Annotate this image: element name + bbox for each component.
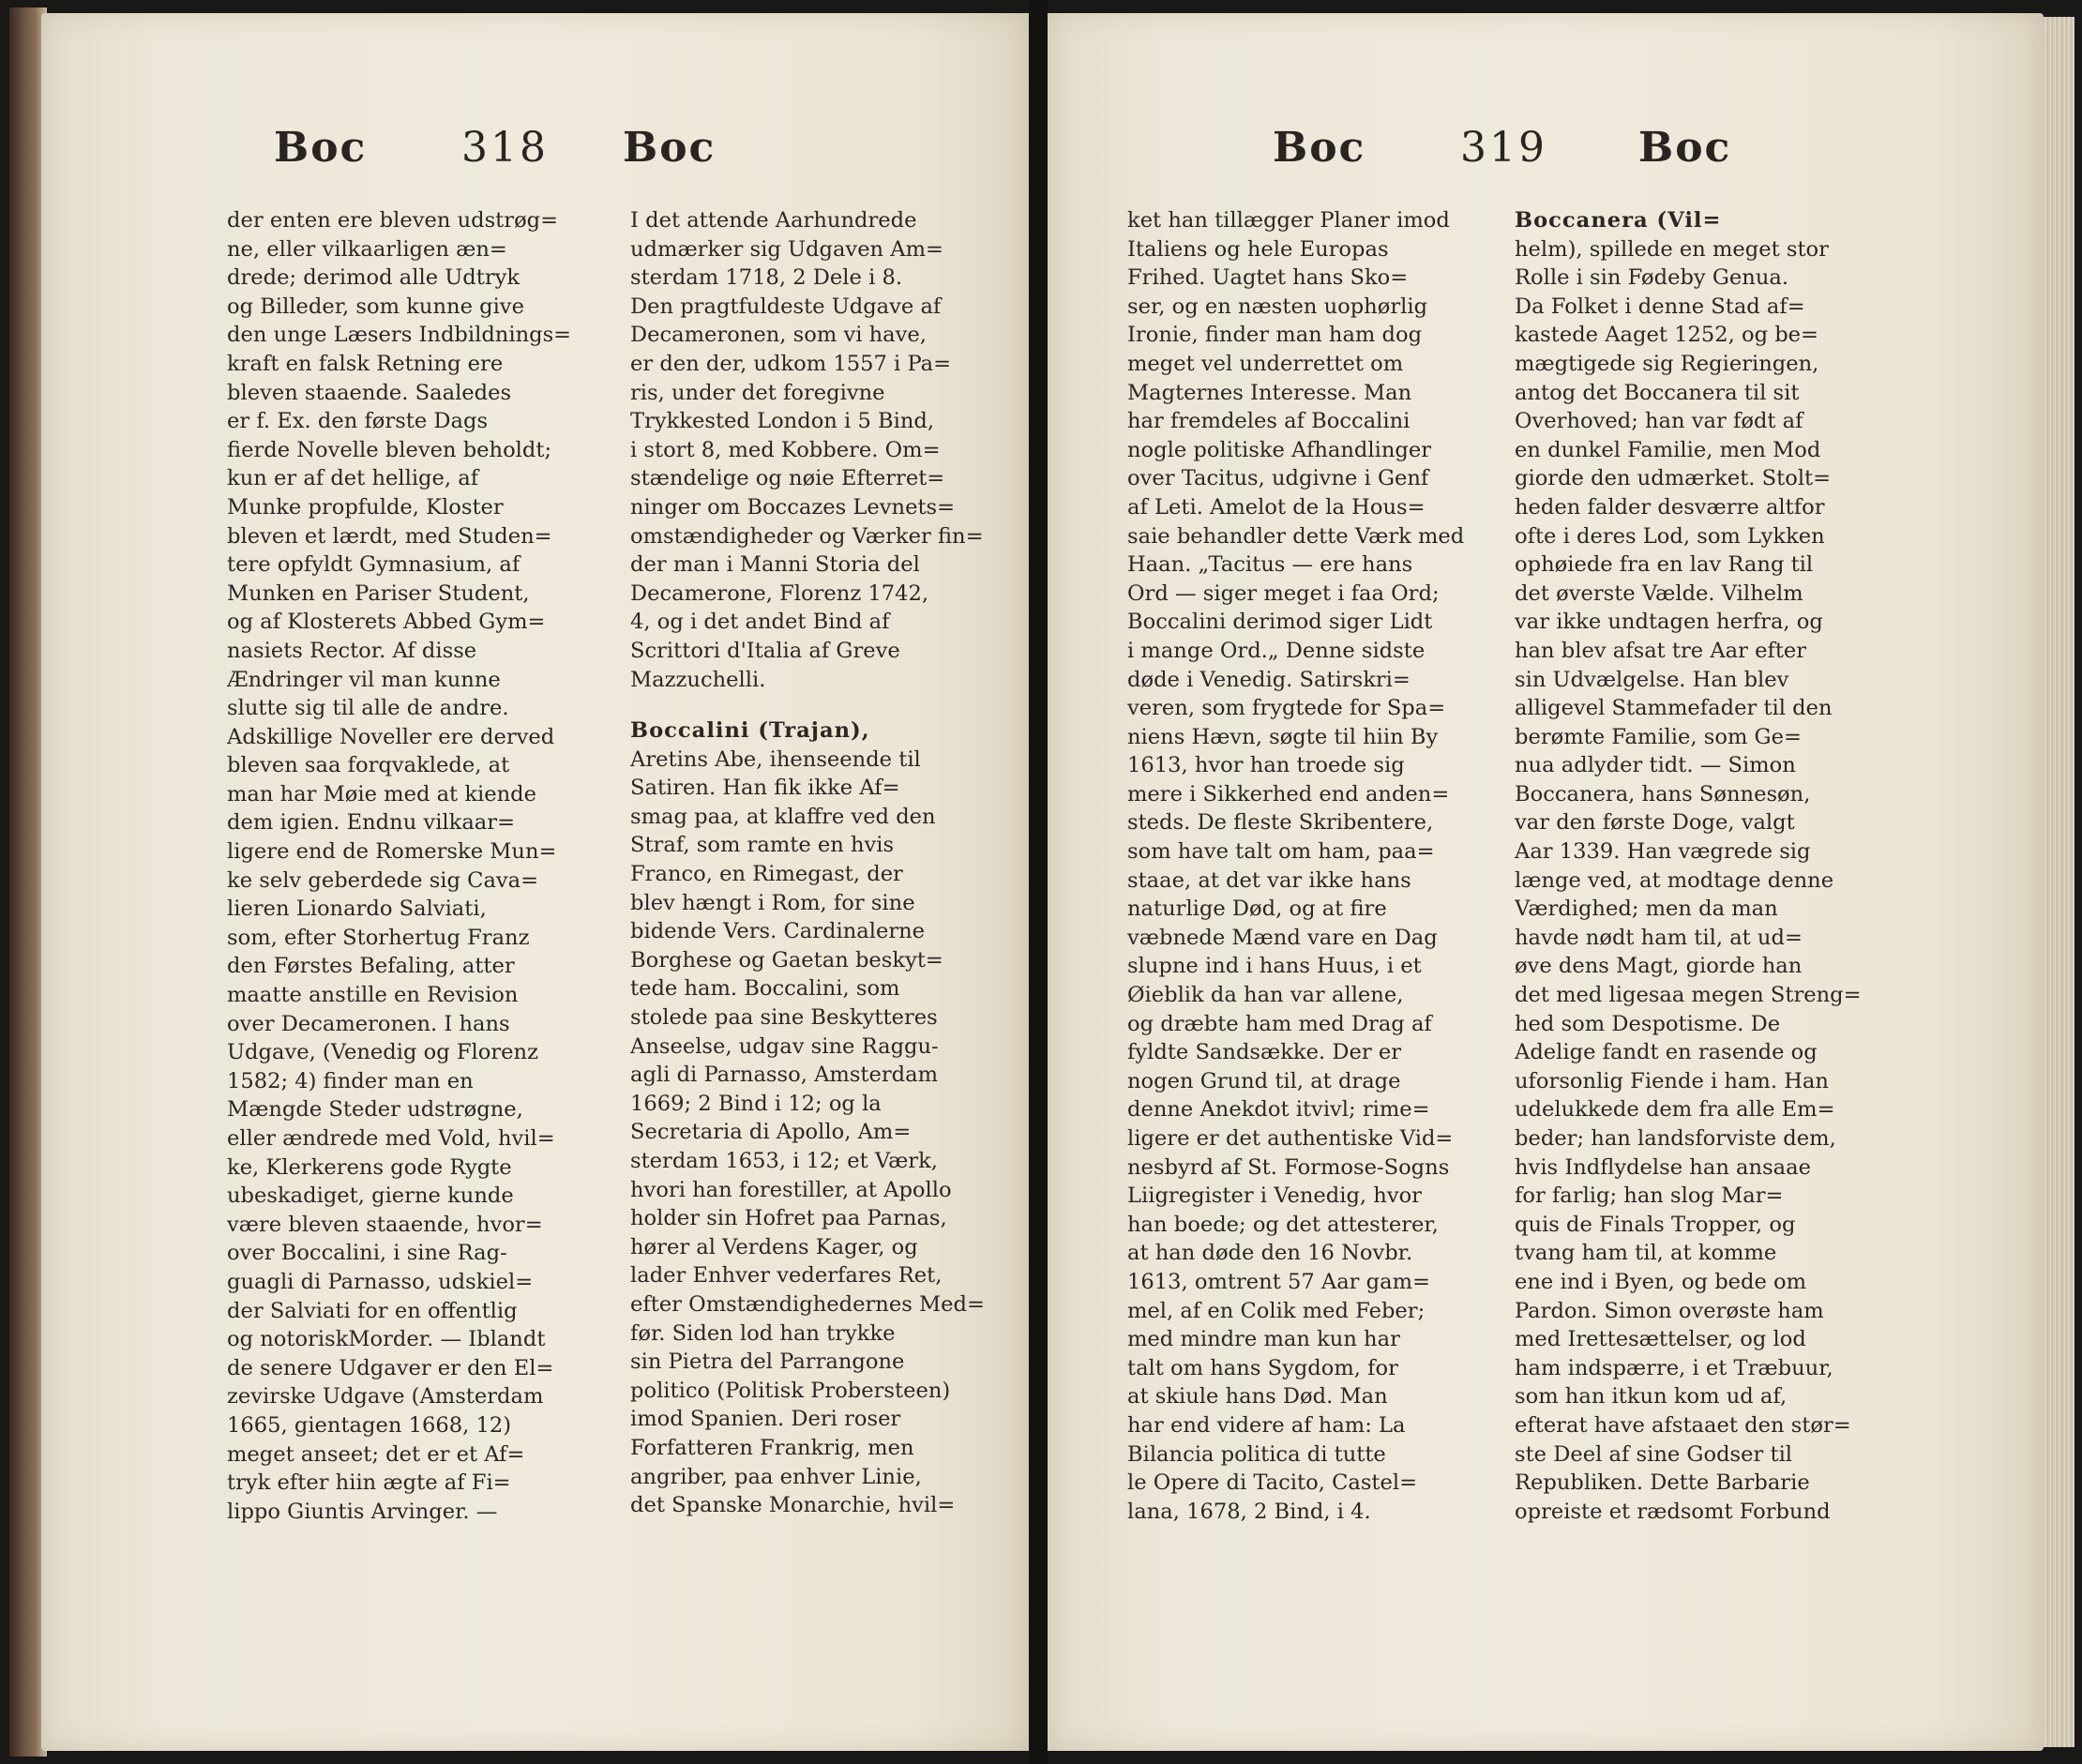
- text-line: ket han tillægger Planer imod: [1127, 208, 1450, 233]
- text-line: var ikke undtagen herfra, og: [1515, 610, 1823, 635]
- text-line: ubeskadiget, gierne kunde: [227, 1184, 514, 1209]
- text-line: har end videre af ham: La: [1127, 1412, 1406, 1438]
- text-line: 1613, hvor han troede sig: [1127, 753, 1405, 778]
- text-line: heden falder desværre altfor: [1515, 494, 1825, 520]
- left-page: [41, 13, 1029, 1751]
- text-line: Da Folket i denne Stad af=: [1515, 294, 1805, 319]
- text-line: kun er af det hellige, af: [227, 466, 479, 491]
- text-line: Trykkested London i 5 Bind,: [630, 409, 935, 434]
- text-line: ham indspærre, i et Træbuur,: [1515, 1355, 1833, 1380]
- text-line: Adelige fandt en rasende og: [1515, 1040, 1818, 1065]
- text-line: sin Pietra del Parrangone: [630, 1349, 905, 1375]
- text-line: havde nødt ham til, at ud=: [1515, 925, 1803, 950]
- text-line: er f. Ex. den første Dags: [227, 409, 489, 434]
- text-line: de senere Udgaver er den El=: [227, 1355, 554, 1380]
- text-line: udmærker sig Udgaven Am=: [630, 236, 943, 262]
- text-line: Bilancia politica di tutte: [1127, 1441, 1386, 1467]
- text-line: politico (Politisk Probersteen): [630, 1378, 951, 1403]
- text-line: slupne ind i hans Huus, i et: [1127, 954, 1422, 979]
- right-column-1: [1127, 206, 1521, 1526]
- text-line: stændelige og nøie Efterret=: [630, 466, 945, 491]
- text-line: døde i Venedig. Satirskri=: [1127, 667, 1411, 692]
- text-line: den unge Læsers Indbildnings=: [227, 323, 572, 348]
- text-line: Ændringer vil man kunne: [227, 667, 501, 692]
- text-line: alligevel Stammefader til den: [1515, 696, 1833, 721]
- text-line: Munke propfulde, Kloster: [227, 494, 504, 520]
- text-line: meget anseet; det er et Af=: [227, 1441, 525, 1467]
- text-line: 1665, gientagen 1668, 12): [227, 1412, 512, 1438]
- text-line: Borghese og Gaetan beskyt=: [630, 947, 943, 972]
- text-line: den Førstes Befaling, atter: [227, 954, 515, 979]
- text-line: meget vel underrettet om: [1127, 351, 1404, 376]
- text-line: nogen Grund til, at drage: [1127, 1068, 1401, 1093]
- text-line: lippo Giuntis Arvinger. —: [227, 1499, 498, 1524]
- text-line: det Spanske Monarchie, hvil=: [630, 1493, 956, 1518]
- text-line: med mindre man kun har: [1127, 1327, 1400, 1352]
- text-line: bleven staaende. Saaledes: [227, 380, 512, 405]
- text-line: zevirske Udgave (Amsterdam: [227, 1384, 544, 1410]
- text-line: hvori han forestiller, at Apollo: [630, 1177, 952, 1202]
- text-line: niens Hævn, søgte til hiin By: [1127, 724, 1439, 749]
- text-line: hvis Indflydelse han ansaae: [1515, 1154, 1811, 1180]
- text-line: Italiens og hele Europas: [1127, 236, 1389, 262]
- text-line: han boede; og det attesterer,: [1127, 1212, 1439, 1237]
- text-line: en dunkel Familie, men Mod: [1515, 437, 1821, 462]
- text-line: Den pragtfuldeste Udgave af: [630, 294, 942, 319]
- text-line: og notoriskMorder. — Iblandt: [227, 1327, 546, 1352]
- text-line: lieren Lionardo Salviati,: [227, 897, 487, 922]
- text-line: sterdam 1718, 2 Dele i 8.: [630, 265, 903, 291]
- text-line: Ord — siger meget i faa Ord;: [1127, 580, 1440, 606]
- text-line: for farlig; han slog Mar=: [1515, 1184, 1784, 1209]
- text-line: som, efter Storhertug Franz: [227, 925, 530, 950]
- text-line: veren, som frygtede for Spa=: [1127, 696, 1446, 721]
- left-column-2: [630, 206, 1033, 1520]
- text-line: 4, og i det andet Bind af: [630, 610, 890, 635]
- text-line: ke selv geberdede sig Cava=: [227, 867, 539, 893]
- text-line: tvang ham til, at komme: [1515, 1241, 1777, 1266]
- text-line: og af Klosterets Abbed Gym=: [227, 610, 546, 635]
- text-line: være bleven staaende, hvor=: [227, 1212, 543, 1237]
- text-line: sin Udvælgelse. Han blev: [1515, 667, 1789, 692]
- text-line: omstændigheder og Værker fin=: [630, 523, 984, 549]
- text-line: mere i Sikkerhed end anden=: [1127, 781, 1450, 807]
- text-line: fierde Novelle bleven beholdt;: [227, 437, 552, 462]
- text-line: efter Omstændighedernes Med=: [630, 1291, 985, 1317]
- text-line: hed som Despotisme. De: [1515, 1011, 1781, 1036]
- text-line: Forfatteren Frankrig, men: [630, 1435, 914, 1460]
- text-line: før. Siden lod han trykke: [630, 1320, 896, 1346]
- text-line: er den der, udkom 1557 i Pa=: [630, 351, 952, 376]
- left-column-1: [227, 206, 640, 1526]
- text-line: af Leti. Amelot de la Hous=: [1127, 494, 1426, 520]
- text-line: over Tacitus, udgivne i Genf: [1127, 466, 1429, 491]
- text-line: Haan. „Tacitus — ere hans: [1127, 552, 1413, 578]
- text-line: naturlige Død, og at fire: [1127, 897, 1387, 922]
- left-column-2-para1: [630, 206, 1033, 694]
- text-line: bleven et lærdt, med Studen=: [227, 523, 552, 549]
- text-line: væbnede Mænd vare en Dag: [1127, 925, 1438, 950]
- right-page-number: 319: [1460, 124, 1547, 172]
- text-line: Boccanera (Vil=: [1515, 208, 1722, 233]
- text-line: tede ham. Boccalini, som: [630, 976, 900, 1002]
- text-line: det med ligesaa megen Streng=: [1515, 983, 1862, 1008]
- text-line: ke, Klerkerens gode Rygte: [227, 1154, 512, 1180]
- text-line: Frihed. Uagtet hans Sko=: [1127, 265, 1409, 291]
- text-line: Adskillige Noveller ere derved: [227, 724, 555, 749]
- text-line: uforsonlig Fiende i ham. Han: [1515, 1068, 1829, 1093]
- text-line: lader Enhver vederfares Ret,: [630, 1263, 943, 1289]
- text-line: denne Anekdot itvivl; rime=: [1127, 1097, 1430, 1123]
- text-line: kraft en falsk Retning ere: [227, 351, 504, 376]
- text-line: mægtigede sig Regieringen,: [1515, 351, 1819, 376]
- text-line: Magternes Interesse. Man: [1127, 380, 1412, 405]
- text-line: mel, af en Colik med Feber;: [1127, 1298, 1426, 1323]
- text-line: giorde den udmærket. Stolt=: [1515, 466, 1832, 491]
- text-line: man har Møie med at kiende: [227, 781, 536, 807]
- text-line: Pardon. Simon overøste ham: [1515, 1298, 1824, 1323]
- text-line: med Irettesættelser, og lod: [1515, 1327, 1806, 1352]
- text-line: Republiken. Dette Barbarie: [1515, 1470, 1810, 1496]
- text-line: Boccalini (Trajan),: [630, 718, 870, 744]
- text-line: imod Spanien. Deri roser: [630, 1407, 901, 1432]
- text-line: over Decameronen. I hans: [227, 1011, 510, 1036]
- text-line: Mængde Steder udstrøgne,: [227, 1097, 523, 1123]
- text-line: angriber, paa enhver Linie,: [630, 1464, 922, 1489]
- text-line: Straf, som ramte en hvis: [630, 833, 895, 858]
- text-line: at skiule hans Død. Man: [1127, 1384, 1388, 1410]
- text-line: der man i Manni Storia del: [630, 552, 920, 578]
- text-line: nua adlyder tidt. — Simon: [1515, 753, 1796, 778]
- text-line: lana, 1678, 2 Bind, i 4.: [1127, 1499, 1371, 1524]
- text-line: ninger om Boccazes Levnets=: [630, 494, 956, 520]
- text-line: quis de Finals Tropper, og: [1515, 1212, 1796, 1237]
- text-line: 1582; 4) finder man en: [227, 1068, 474, 1093]
- text-line: øve dens Magt, giorde han: [1515, 954, 1803, 979]
- left-page-header: [41, 124, 1029, 189]
- text-line: Secretaria di Apollo, Am=: [630, 1120, 912, 1145]
- text-line: hører al Verdens Kager, og: [630, 1234, 918, 1259]
- text-line: Boccanera, hans Sønnesøn,: [1515, 781, 1811, 807]
- text-line: 1613, omtrent 57 Aar gam=: [1127, 1269, 1430, 1294]
- text-line: der enten ere bleven udstrøg=: [227, 208, 559, 233]
- text-line: antog det Boccanera til sit: [1515, 380, 1800, 405]
- right-page: [1048, 13, 2044, 1751]
- text-line: der Salviati for en offentlig: [227, 1298, 518, 1323]
- right-header-word-left: Boc: [1273, 124, 1366, 172]
- text-line: 1669; 2 Bind i 12; og la: [630, 1091, 882, 1116]
- text-line: dem igien. Endnu vilkaar=: [227, 810, 516, 836]
- text-line: at han døde den 16 Novbr.: [1127, 1241, 1413, 1266]
- left-header-word-right: Boc: [623, 124, 717, 172]
- text-line: over Boccalini, i sine Rag-: [227, 1241, 507, 1266]
- text-line: Øieblik da han var allene,: [1127, 983, 1404, 1008]
- text-line: længe ved, at modtage denne: [1515, 867, 1834, 893]
- text-line: blev hængt i Rom, for sine: [630, 890, 915, 915]
- left-column-2-para2: [630, 716, 1033, 1520]
- text-line: han blev afsat tre Aar efter: [1515, 638, 1807, 663]
- text-line: ophøiede fra en lav Rang til: [1515, 552, 1814, 578]
- text-line: Franco, en Rimegast, der: [630, 862, 903, 887]
- text-line: fyldte Sandsække. Der er: [1127, 1040, 1401, 1065]
- text-line: Udgave, (Venedig og Florenz: [227, 1040, 538, 1065]
- text-line: ser, og en næsten uophørlig: [1127, 294, 1428, 319]
- text-line: Decameronen, som vi have,: [630, 323, 927, 348]
- text-line: og Billeder, som kunne give: [227, 294, 524, 319]
- text-line: nesbyrd af St. Formose-Sogns: [1127, 1154, 1450, 1180]
- text-line: ne, eller vilkaarligen æn=: [227, 236, 507, 262]
- text-line: Decamerone, Florenz 1742,: [630, 580, 929, 606]
- text-line: og dræbte ham med Drag af: [1127, 1011, 1432, 1036]
- text-line: slutte sig til alle de andre.: [227, 696, 509, 721]
- text-line: Aar 1339. Han vægrede sig: [1515, 839, 1811, 865]
- text-line: efterat have afstaaet den stør=: [1515, 1412, 1851, 1438]
- text-line: Munken en Pariser Student,: [227, 580, 530, 606]
- text-line: Ironie, finder man ham dog: [1127, 323, 1423, 348]
- text-line: drede; derimod alle Udtryk: [227, 265, 520, 291]
- text-line: stolede paa sine Beskytteres: [630, 1005, 938, 1031]
- text-line: Liigregister i Venedig, hvor: [1127, 1184, 1422, 1209]
- text-line: eller ændrede med Vold, hvil=: [227, 1126, 555, 1151]
- text-line: smag paa, at klaffre ved den: [630, 804, 936, 829]
- text-line: udelukkede dem fra alle Em=: [1515, 1097, 1835, 1123]
- text-line: berømte Familie, som Ge=: [1515, 724, 1802, 749]
- text-line: ofte i deres Lod, som Lykken: [1515, 523, 1825, 549]
- text-line: holder sin Hofret paa Parnas,: [630, 1206, 947, 1231]
- text-line: bleven saa forqvaklede, at: [227, 753, 510, 778]
- text-line: som han itkun kom ud af,: [1515, 1384, 1788, 1410]
- text-line: ene ind i Byen, og bede om: [1515, 1269, 1807, 1294]
- text-line: sterdam 1653, i 12; et Værk,: [630, 1149, 938, 1173]
- text-line: Anseelse, udgav sine Raggu-: [630, 1033, 939, 1059]
- text-line: i mange Ord.„ Denne sidste: [1127, 638, 1426, 663]
- text-line: helm), spillede en meget stor: [1515, 236, 1829, 262]
- text-line: staae, at det var ikke hans: [1127, 867, 1411, 893]
- left-header-word-left: Boc: [274, 124, 368, 172]
- text-line: talt om hans Sygdom, for: [1127, 1355, 1398, 1380]
- text-line: ligere er det authentiske Vid=: [1127, 1126, 1454, 1151]
- text-line: kastede Aaget 1252, og be=: [1515, 323, 1818, 348]
- text-line: steds. De fleste Skribentere,: [1127, 810, 1434, 836]
- text-line: Satiren. Han fik ikke Af=: [630, 776, 900, 801]
- text-line: Overhoved; han var født af: [1515, 409, 1803, 434]
- text-line: det øverste Vælde. Vilhelm: [1515, 580, 1803, 606]
- text-line: saie behandler dette Værk med: [1127, 523, 1465, 549]
- text-line: maatte anstille en Revision: [227, 983, 519, 1008]
- right-header-word-right: Boc: [1638, 124, 1732, 172]
- left-page-number: 318: [461, 124, 549, 172]
- text-line: le Opere di Tacito, Castel=: [1127, 1470, 1418, 1496]
- text-line: agli di Parnasso, Amsterdam: [630, 1063, 939, 1088]
- text-line: Boccalini derimod siger Lidt: [1127, 610, 1433, 635]
- text-line: var den første Doge, valgt: [1515, 810, 1795, 836]
- text-line: Aretins Abe, ihenseende til: [630, 746, 921, 772]
- text-line: i stort 8, med Kobbere. Om=: [630, 437, 941, 462]
- text-line: Mazzuchelli.: [630, 667, 766, 692]
- text-line: nasiets Rector. Af disse: [227, 638, 477, 663]
- text-line: Scrittori d'Italia af Greve: [630, 638, 900, 663]
- text-line: bidende Vers. Cardinalerne: [630, 919, 926, 944]
- text-line: tere opfyldt Gymnasium, af: [227, 552, 520, 578]
- text-line: I det attende Aarhundrede: [630, 208, 917, 233]
- text-line: som have talt om ham, paa=: [1127, 839, 1435, 865]
- text-line: Værdighed; men da man: [1515, 897, 1778, 922]
- text-line: beder; han landsforviste dem,: [1515, 1126, 1836, 1151]
- text-line: har fremdeles af Boccalini: [1127, 409, 1411, 434]
- text-line: guagli di Parnasso, udskiel=: [227, 1269, 534, 1294]
- text-line: tryk efter hiin ægte af Fi=: [227, 1470, 511, 1496]
- text-line: Rolle i sin Fødeby Genua.: [1515, 265, 1789, 291]
- right-column-2: [1515, 206, 1918, 1526]
- text-line: nogle politiske Afhandlinger: [1127, 437, 1432, 462]
- right-page-header: [1048, 124, 2044, 189]
- text-line: ligere end de Romerske Mun=: [227, 839, 557, 865]
- text-line: opreiste et rædsomt Forbund: [1515, 1499, 1831, 1524]
- text-line: ste Deel af sine Godser til: [1515, 1441, 1793, 1467]
- text-line: ris, under det foregivne: [630, 380, 885, 405]
